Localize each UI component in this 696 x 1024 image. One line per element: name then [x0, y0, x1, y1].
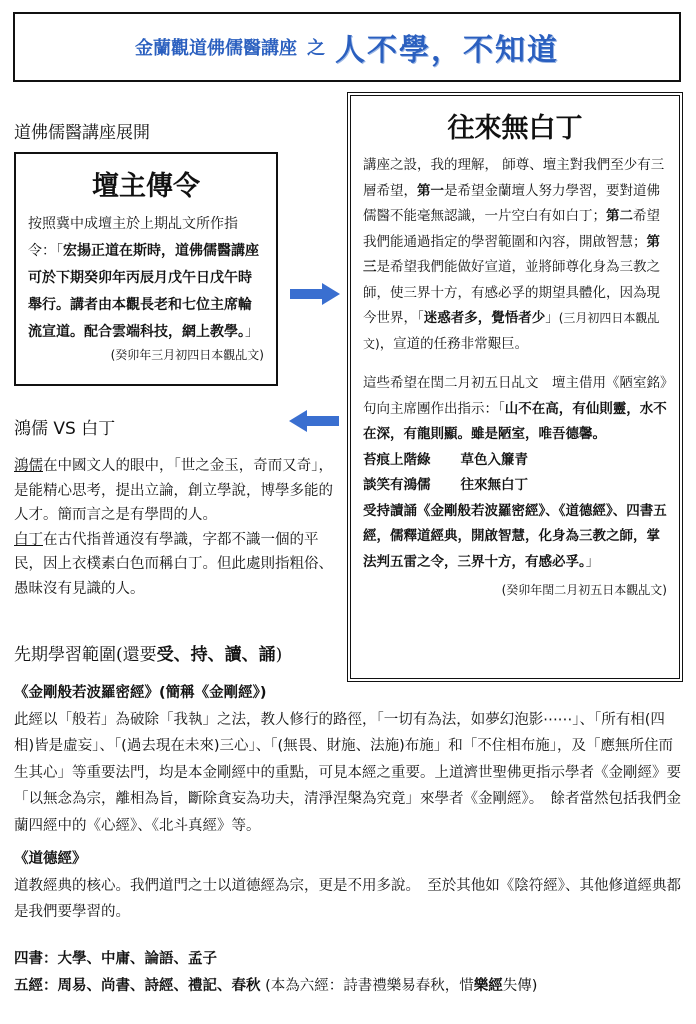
scholar-heading	[14, 414, 115, 439]
daode-title: 《道德經》	[14, 851, 87, 867]
g1g: ，宣道的任務非常艱巨。	[379, 335, 529, 352]
guidance-para-1	[363, 153, 667, 357]
g2-bold: 山不在高，有仙則靈，水不在深，有龍則顯。雖是陋室，唯吾德馨。	[363, 400, 667, 442]
poem-line-1	[363, 448, 667, 474]
scope-items: 受、持、讀、誦	[156, 645, 276, 665]
scope-paren: (還要	[116, 645, 157, 665]
diamond-section	[14, 680, 682, 839]
daode-section	[14, 846, 682, 926]
five-note-bold: 樂經	[473, 977, 503, 994]
g1-second: 第二	[606, 208, 633, 224]
g3-end: 」	[585, 553, 600, 570]
heading-vs: VS	[53, 419, 76, 439]
edict-intro: 按照冀中成壇主於上期乩文所作指令：「	[28, 216, 238, 259]
scope-main: 先期學習範圍	[14, 645, 116, 665]
five-note-b: 失傳)	[502, 977, 538, 994]
five-classics	[14, 973, 682, 1000]
arrow-right-icon	[290, 283, 340, 309]
g3a: 受持讀誦	[363, 502, 417, 519]
scholar-para	[14, 454, 338, 528]
edict-bold: 宏揚正道在斯時，道佛儒醫講座可於下期癸卯年丙辰月戊午日戊午時舉行。講者由本觀長老和七位主席輪流宣道。配合雲端科技，網上教學。	[28, 243, 259, 340]
poem2b: 往來無白丁	[460, 477, 528, 493]
scope-heading	[14, 640, 282, 665]
diamond-title: 《金剛般若波羅密經》	[14, 685, 159, 701]
edict-title: 壇主傳令	[92, 171, 200, 202]
poem2a: 談笑有鴻儒	[363, 477, 431, 493]
five-note-a: (本為六經：詩書禮樂易春秋，惜	[265, 977, 474, 994]
edict-box	[14, 152, 278, 386]
g1-first: 第一	[417, 182, 444, 199]
g1-third: 第三	[363, 233, 660, 275]
poem	[363, 448, 667, 499]
banner-series: 金蘭觀道佛儒醫講座	[135, 38, 297, 59]
guidance-para-3	[363, 499, 667, 576]
four-list: 大學、中庸、論語、孟子	[57, 951, 217, 967]
g1f: 」	[545, 310, 559, 326]
heading-scholar: 鴻儒	[14, 419, 48, 439]
guidance-para-2	[363, 371, 667, 448]
g2a: 這些希望在閏二月初五日乩文 壇主借用《陋室銘》句向主席團作出指示：「	[363, 375, 667, 417]
arrow-left-icon	[289, 410, 339, 436]
g1c: 是希望金蘭壇人努力學習，要對道佛儒醫不能毫無認識，一片空白有如白丁；	[363, 182, 660, 224]
g1-quote: 迷惑者多，覺悟者少	[423, 310, 546, 326]
guidance-title: 往來無白丁	[447, 113, 583, 144]
edict-outro: 」	[245, 324, 259, 340]
g1e: 是希望我們能做好宣道，並將師尊化身為三教之師，使三界十方，有感必孚的期望具體化，因為現今世界，「	[363, 259, 660, 326]
g1d: 希望我們能通過指定的學習範圍和內容，開啟智慧；	[363, 208, 660, 250]
guidance-box	[347, 92, 683, 682]
guidance-source: (癸卯年閏二月初五日本觀乩文)	[501, 583, 667, 597]
g1-src: (三月初四日本觀乩文)	[363, 311, 660, 351]
poem-line-2	[363, 473, 667, 499]
five-label: 五經：	[14, 977, 58, 994]
lecture-heading: 道佛儒醫講座展開	[14, 123, 150, 143]
diamond-heading	[14, 680, 682, 707]
classics-section	[14, 946, 682, 999]
poem1b: 草色入簾青	[460, 451, 528, 468]
daode-text: 道教經典的核心。我們道門之士以道德經為宗，更是不用多說。 至於其他如《陰符經》、其他修道經典都是我們要學習的。	[14, 877, 681, 920]
scholar-desc: 在中國文人的眼中，「世之金玉，奇而又奇」，是能精心思考，提出立論，創立學說，博學多能的人才。簡而言之是有學問的人。	[14, 458, 333, 523]
heading-commoner: 白丁	[81, 419, 116, 439]
term-commoner: 白丁	[14, 531, 43, 548]
g3b: 《金剛般若波羅密經》、《道德經》、四書五經，儒釋道經典，開啟智慧，化身為三教之師，掌法判五雷之令，三界十方，有感必孚。	[363, 502, 667, 570]
commoner-para	[14, 528, 338, 602]
four-books	[14, 946, 682, 973]
diamond-short: (簡稱《金剛經》)	[159, 685, 267, 701]
scope-close: )	[275, 645, 283, 665]
four-label: 四書：	[14, 951, 58, 967]
poem1a: 苔痕上階綠	[363, 451, 431, 468]
title-banner	[13, 12, 681, 82]
five-list: 周易、尚書、詩經、禮記、春秋	[57, 977, 261, 994]
g1a: 講座之設，我的理解， 師尊、壇主對我們至少有三層希望，	[363, 157, 665, 199]
banner-connector: 之	[307, 38, 325, 59]
term-scholar: 鴻儒	[14, 458, 43, 474]
scholar-text	[14, 454, 338, 601]
diamond-text: 此經以「般若」為破除「我執」之法，教人修行的路徑，「一切有為法，如夢幻泡影⋯⋯」、「所有相(四相)皆是虛妄」、「(過去現在未來)三心」、「(無畏、財施、法施)布施」和「不住相布施」，及「應無所住而生其心」等重要法門，均是本金剛經中的重點，可見本經之重要。上道濟世聖佛更指示學者《金剛經》要「以無念為宗，離相為旨，斷除貪妄為功夫，清淨涅槃為究竟」來學者《金剛經》。 餘者當然包括我們金蘭四經中的《心經》、《北斗真經》等。	[14, 711, 681, 834]
edict-source: (癸卯年三月初四日本觀乩文)	[110, 348, 264, 362]
commoner-desc: 在古代指普通沒有學識，字都不識一個的平民，因上衣樸素白色而稱白丁。但此處則指粗俗、愚昧沒有見識的人。	[14, 531, 333, 597]
banner-title: 人不學，不知道	[335, 33, 559, 68]
edict-text	[28, 211, 264, 346]
